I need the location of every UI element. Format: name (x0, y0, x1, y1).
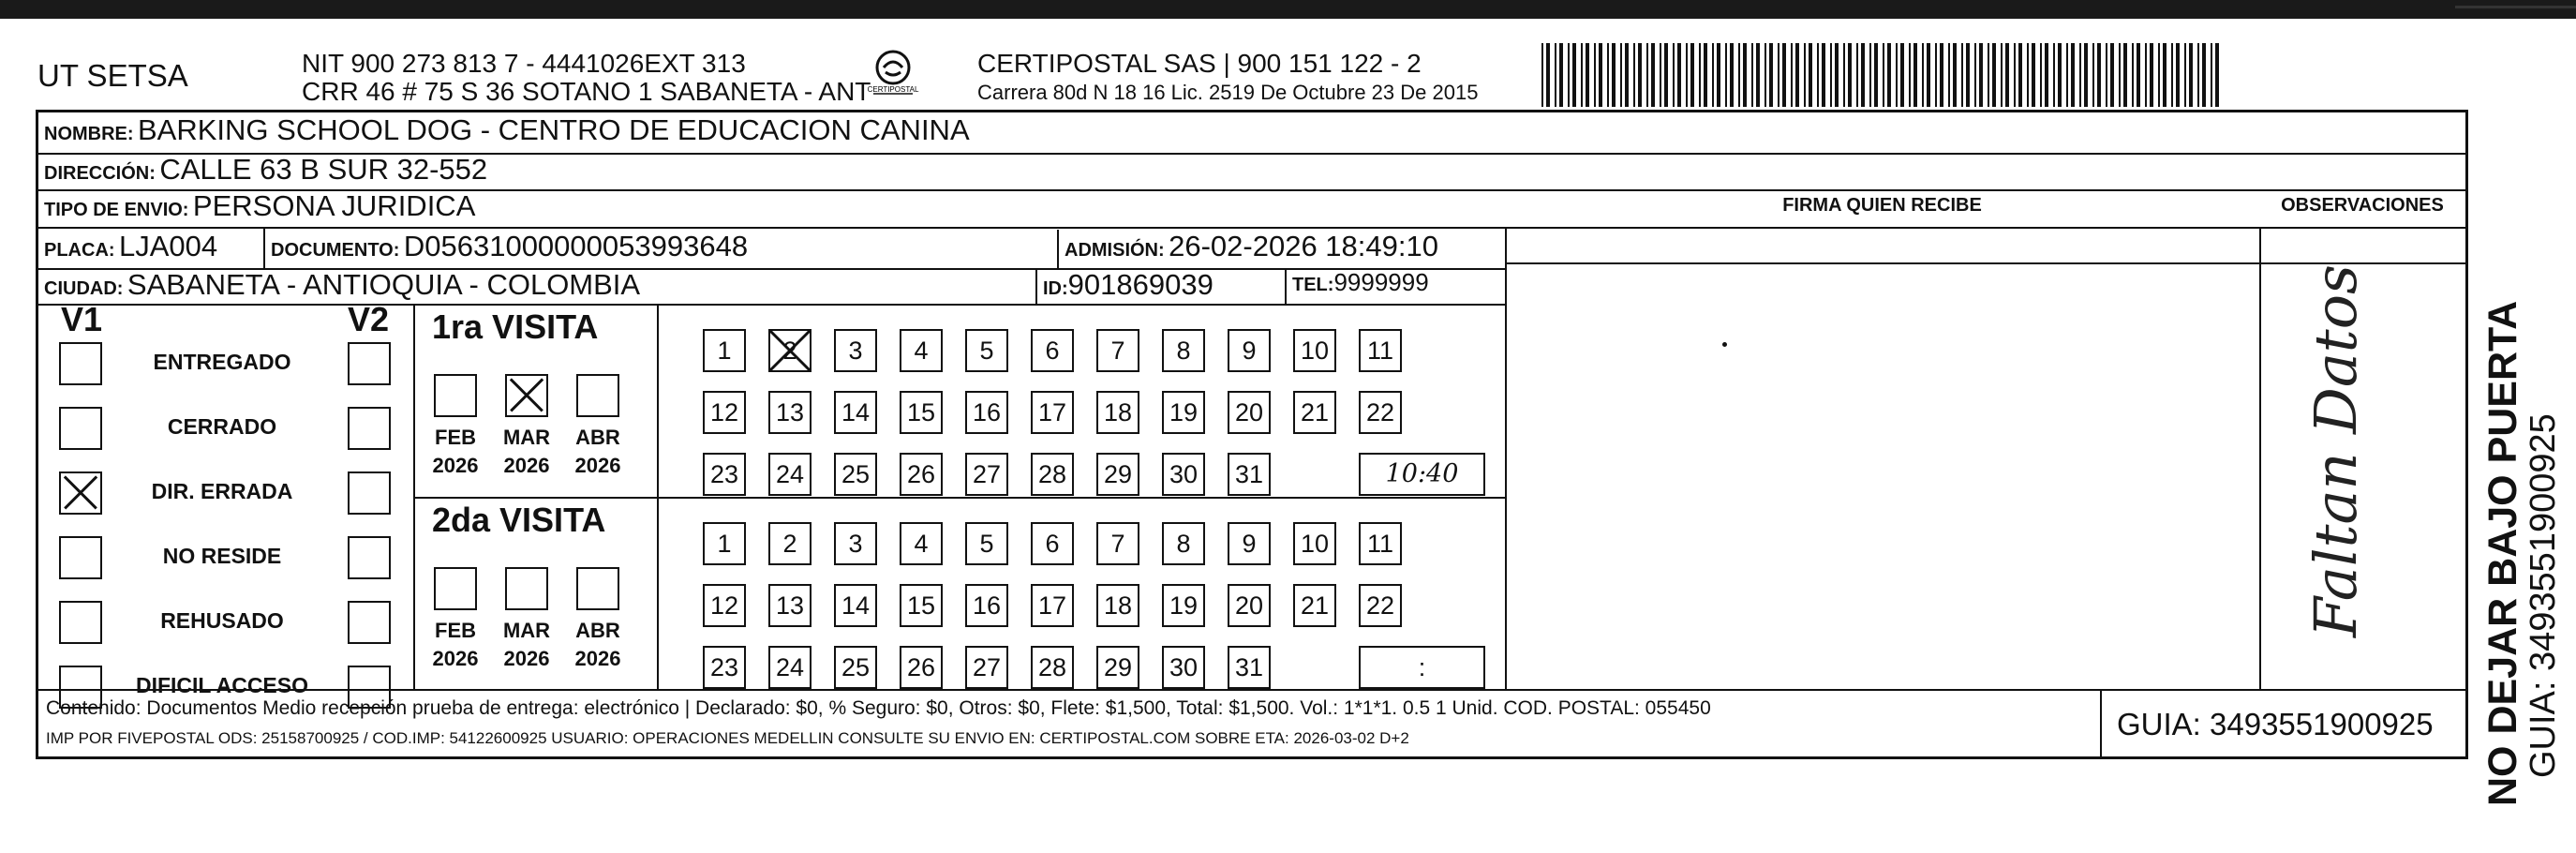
day-box[interactable]: 4 (900, 522, 943, 565)
day-box[interactable]: 19 (1162, 391, 1205, 434)
barcode-bar (1887, 43, 1891, 107)
barcode-bar (1607, 43, 1609, 107)
documento-label: DOCUMENTO: (271, 240, 400, 261)
day-box[interactable]: 21 (1293, 584, 1336, 627)
day-box[interactable]: 9 (1228, 329, 1271, 372)
barcode-bar (2145, 43, 2147, 107)
barcode-bar (2123, 43, 2127, 107)
day-box[interactable]: 8 (1162, 329, 1205, 372)
direccion-value: CALLE 63 B SUR 32-552 (159, 153, 488, 186)
svg-text:CERTIPOSTAL: CERTIPOSTAL (867, 85, 919, 94)
barcode-bar (1673, 43, 1675, 107)
barcode-bar (1979, 43, 1983, 107)
day-box[interactable]: 19 (1162, 584, 1205, 627)
day-box[interactable]: 18 (1096, 391, 1139, 434)
placa-label: PLACA: (44, 240, 115, 261)
day-box[interactable]: 30 (1162, 453, 1205, 496)
barcode-bar (1625, 43, 1629, 107)
month-year: 2026 (503, 454, 550, 477)
barcode-bar (1782, 43, 1786, 107)
barcode-bar (1830, 43, 1832, 107)
day-box[interactable]: 13 (768, 584, 812, 627)
month-year: 2026 (503, 647, 550, 670)
status-v2-checkbox[interactable] (348, 536, 391, 579)
day-box[interactable]: 10 (1293, 329, 1336, 372)
month-label (427, 617, 484, 673)
nit-line: NIT 900 273 813 7 - 4441026EXT 313 (302, 49, 746, 78)
day-box[interactable]: 27 (965, 453, 1008, 496)
day-box[interactable]: 7 (1096, 329, 1139, 372)
day-box[interactable]: 6 (1031, 522, 1074, 565)
barcode-bar (2027, 43, 2029, 107)
day-box[interactable]: 22 (1359, 391, 1402, 434)
barcode-bar (2106, 43, 2107, 107)
barcode-bar (1795, 43, 1799, 107)
month-checkbox[interactable] (505, 374, 548, 417)
tipo-envio-value: PERSONA JURIDICA (192, 189, 476, 222)
signature-dot (1722, 342, 1727, 347)
barcode-bar (1717, 43, 1720, 107)
barcode-bar (1638, 43, 1642, 107)
month-label (499, 617, 555, 673)
id-label: ID: (1043, 278, 1068, 299)
day-box[interactable]: 26 (900, 646, 943, 689)
barcode (1541, 43, 2226, 107)
status-v1-checkbox[interactable] (59, 536, 102, 579)
barcode-bar (1927, 43, 1930, 107)
observation-handwriting: Faltan Datos (2301, 264, 2370, 637)
barcode-bar (1804, 43, 1806, 107)
day-box[interactable]: 27 (965, 646, 1008, 689)
month-name: FEB (435, 426, 476, 449)
day-box[interactable]: 1 (703, 329, 746, 372)
barcode-bar (1646, 43, 1648, 107)
day-box[interactable]: 9 (1228, 522, 1271, 565)
day-box[interactable]: 11 (1359, 329, 1402, 372)
day-box[interactable]: 5 (965, 329, 1008, 372)
barcode-bar (1555, 43, 1556, 107)
day-box[interactable]: 23 (703, 646, 746, 689)
barcode-bar (2150, 43, 2153, 107)
day-box[interactable]: 24 (768, 453, 812, 496)
day-box[interactable]: 14 (834, 391, 877, 434)
nombre-label: NOMBRE: (44, 124, 134, 144)
footer-guia: GUIA: 3493551900925 (2117, 707, 2434, 741)
month-checkbox[interactable] (505, 567, 548, 610)
barcode-bar (2132, 43, 2134, 107)
day-box[interactable]: 23 (703, 453, 746, 496)
barcode-bar (1664, 43, 1668, 107)
tel-label: TEL: (1292, 275, 1334, 295)
month-name: ABR (575, 426, 620, 449)
barcode-bar (1992, 43, 1996, 107)
day-box[interactable]: 21 (1293, 391, 1336, 434)
top-right-rule (2455, 6, 2576, 8)
barcode-bar (1913, 43, 1917, 107)
barcode-bar (1809, 43, 1812, 107)
day-box[interactable]: 17 (1031, 391, 1074, 434)
barcode-bar (1764, 43, 1766, 107)
barcode-bar (1612, 43, 1616, 107)
barcode-bar (1909, 43, 1911, 107)
barcode-bar (1660, 43, 1661, 107)
placa-value: LJA004 (119, 230, 218, 262)
barcode-bar (2005, 43, 2009, 107)
visit-title: 1ra VISITA (432, 307, 599, 346)
month-checkbox[interactable] (576, 567, 619, 610)
barcode-bar (1856, 43, 1858, 107)
month-label (499, 424, 555, 480)
barcode-bar (1738, 43, 1740, 107)
barcode-bar (1843, 43, 1845, 107)
barcode-bar (1541, 43, 1543, 107)
barcode-bar (1822, 43, 1825, 107)
barcode-bar (1725, 43, 1727, 107)
admision-label: ADMISIÓN: (1065, 240, 1165, 261)
barcode-bar (1690, 43, 1694, 107)
barcode-bar (2066, 43, 2068, 107)
barcode-bar (1686, 43, 1688, 107)
visit-time-box[interactable]: 10:40 (1359, 453, 1485, 496)
barcode-bar (1712, 43, 1714, 107)
v2-label: V2 (348, 300, 390, 338)
id-value: 901869039 (1067, 268, 1214, 301)
barcode-bar (1769, 43, 1773, 107)
barcode-bar (2071, 43, 2075, 107)
visit-title: 2da VISITA (432, 501, 606, 539)
day-box[interactable]: 3 (834, 522, 877, 565)
barcode-bar (2014, 43, 2016, 107)
day-box[interactable]: 8 (1162, 522, 1205, 565)
no-dejar-bajo-puerta: NO DEJAR BAJO PUERTA (2480, 300, 2525, 806)
observaciones-label: OBSERVACIONES (2281, 195, 2444, 216)
barcode-bar (2163, 43, 2167, 107)
barcode-bar (2197, 43, 2199, 107)
barcode-bar (1699, 43, 1701, 107)
barcode-bar (1633, 43, 1635, 107)
barcode-bar (2018, 43, 2022, 107)
day-box[interactable]: 28 (1031, 453, 1074, 496)
v1-label: V1 (61, 300, 103, 338)
barcode-bar (1559, 43, 1563, 107)
month-label (427, 424, 484, 480)
month-label (570, 617, 626, 673)
barcode-bar (1948, 43, 1950, 107)
month-year: 2026 (574, 454, 621, 477)
day-box[interactable]: 12 (703, 391, 746, 434)
month-checkbox[interactable] (434, 567, 477, 610)
day-box[interactable]: 7 (1096, 522, 1139, 565)
barcode-bar (2058, 43, 2062, 107)
day-box[interactable]: 31 (1228, 453, 1271, 496)
barcode-bar (1953, 43, 1957, 107)
month-name: MAR (502, 619, 551, 642)
day-box[interactable]: 3 (834, 329, 877, 372)
certipostal-logo (860, 47, 926, 103)
barcode-bar (1751, 43, 1753, 107)
barcode-bar (2110, 43, 2114, 107)
barcode-bar (2158, 43, 2160, 107)
delivery-form (36, 110, 2468, 759)
day-box[interactable]: 6 (1031, 329, 1074, 372)
day-box[interactable]: 20 (1228, 391, 1271, 434)
status-v1-checkbox[interactable] (59, 471, 102, 515)
barcode-bar (2092, 43, 2094, 107)
barcode-bar (2137, 43, 2140, 107)
status-label: DIR. ERRADA (151, 479, 293, 503)
day-box-crossed[interactable]: 2 (768, 329, 812, 372)
day-box[interactable]: 15 (900, 391, 943, 434)
barcode-bar (2119, 43, 2121, 107)
barcode-bar (1900, 43, 1904, 107)
day-box[interactable]: 29 (1096, 453, 1139, 496)
barcode-bar (2079, 43, 2081, 107)
status-label: DIFICIL ACCESO (135, 673, 308, 697)
month-name: MAR (502, 426, 551, 449)
barcode-bar (1756, 43, 1760, 107)
day-box[interactable]: 4 (900, 329, 943, 372)
day-box[interactable]: 31 (1228, 646, 1271, 689)
day-box[interactable]: 16 (965, 584, 1008, 627)
barcode-bar (2084, 43, 2088, 107)
barcode-bar (2176, 43, 2180, 107)
month-year: 2026 (432, 647, 479, 670)
barcode-bar (1940, 43, 1943, 107)
firma-label: FIRMA QUIEN RECIBE (1782, 195, 1982, 216)
day-box[interactable]: 29 (1096, 646, 1139, 689)
day-box[interactable]: 11 (1359, 522, 1402, 565)
visit-time-box[interactable]: : (1359, 646, 1485, 689)
status-v2-checkbox[interactable] (348, 471, 391, 515)
day-box[interactable]: 16 (965, 391, 1008, 434)
day-box[interactable]: 13 (768, 391, 812, 434)
barcode-bar (1922, 43, 1924, 107)
month-year: 2026 (574, 647, 621, 670)
barcode-bar (1869, 43, 1871, 107)
barcode-bar (1620, 43, 1622, 107)
day-box[interactable]: 28 (1031, 646, 1074, 689)
barcode-bar (1599, 43, 1602, 107)
day-box[interactable]: 15 (900, 584, 943, 627)
day-box[interactable]: 17 (1031, 584, 1074, 627)
day-box[interactable]: 10 (1293, 522, 1336, 565)
barcode-bar (2097, 43, 2101, 107)
day-box[interactable]: 18 (1096, 584, 1139, 627)
day-box[interactable]: 24 (768, 646, 812, 689)
company-name: UT SETSA (37, 58, 188, 93)
address-line: CRR 46 # 75 S 36 SOTANO 1 SABANETA - ANT (302, 77, 871, 106)
day-box[interactable]: 12 (703, 584, 746, 627)
barcode-bar (1568, 43, 1570, 107)
barcode-bar (1835, 43, 1839, 107)
barcode-bar (1848, 43, 1852, 107)
tipo-envio-label: TIPO DE ENVIO: (44, 200, 189, 220)
ciudad-label: CIUDAD: (44, 278, 124, 299)
day-box[interactable]: 5 (965, 522, 1008, 565)
day-box[interactable]: 20 (1228, 584, 1271, 627)
barcode-bar (2184, 43, 2186, 107)
barcode-bar (1546, 43, 1550, 107)
nombre-value: BARKING SCHOOL DOG - CENTRO DE EDUCACION CANINA (138, 113, 970, 146)
status-v1-checkbox[interactable] (59, 407, 102, 450)
barcode-bar (2053, 43, 2055, 107)
month-checkbox[interactable] (434, 374, 477, 417)
day-box[interactable]: 26 (900, 453, 943, 496)
barcode-bar (2045, 43, 2048, 107)
barcode-bar (1572, 43, 1576, 107)
barcode-bar (1743, 43, 1747, 107)
day-box[interactable]: 1 (703, 522, 746, 565)
admision-value: 26-02-2026 18:49:10 (1169, 230, 1438, 262)
status-v1-checkbox[interactable] (59, 342, 102, 385)
ciudad-value: SABANETA - ANTIOQUIA - COLOMBIA (127, 268, 641, 301)
barcode-bar (1791, 43, 1793, 107)
barcode-bar (1586, 43, 1589, 107)
month-checkbox[interactable] (576, 374, 619, 417)
barcode-bar (1896, 43, 1898, 107)
barcode-bar (2189, 43, 2193, 107)
day-box[interactable]: 2 (768, 522, 812, 565)
barcode-bar (2171, 43, 2173, 107)
barcode-bar (1883, 43, 1884, 107)
status-v2-checkbox[interactable] (348, 407, 391, 450)
barcode-bar (2001, 43, 2003, 107)
barcode-bar (1730, 43, 1734, 107)
status-label: NO RESIDE (162, 544, 282, 568)
barcode-bar (2032, 43, 2035, 107)
documento-value: D056310000000539936​48 (403, 230, 749, 262)
barcode-bar (1874, 43, 1878, 107)
month-name: FEB (435, 619, 476, 642)
barcode-bar (1935, 43, 1937, 107)
day-box[interactable]: 25 (834, 646, 877, 689)
barcode-bar (1861, 43, 1865, 107)
barcode-bar (1677, 43, 1681, 107)
month-name: ABR (575, 619, 620, 642)
barcode-bar (1966, 43, 1970, 107)
day-box[interactable]: 25 (834, 453, 877, 496)
barcode-bar (1961, 43, 1963, 107)
barcode-bar (1778, 43, 1779, 107)
day-box[interactable]: 30 (1162, 646, 1205, 689)
barcode-bar (1594, 43, 1596, 107)
barcode-bar (1581, 43, 1583, 107)
footer-imp-line: IMP POR FIVEPOSTAL ODS: 25158700925 / COD.IMP: 54122600925 USUARIO: OPERACIONES MEDELLIN CONSULTE SU ENVIO EN: CERTIPOSTAL.COM SOBRE ETA: 2026-03-02 D+2 (46, 729, 1409, 747)
barcode-bar (1988, 43, 1989, 107)
side-guia: GUIA: 3493551900925 (2524, 413, 2563, 778)
status-label: ENTREGADO (153, 350, 291, 374)
direccion-label: DIRECCIÓN: (44, 163, 156, 184)
barcode-bar (2211, 43, 2212, 107)
status-v2-checkbox[interactable] (348, 342, 391, 385)
tel-value: 9999999 (1333, 268, 1429, 296)
status-v1-checkbox[interactable] (59, 601, 102, 644)
barcode-bar (2202, 43, 2206, 107)
barcode-bar (2215, 43, 2219, 107)
footer-contenido: Contenido: Documentos Medio recepción prueba de entrega: electrónico | Declarado: $0, % Seguro: $0, Otros: $0, Flete: $1,500, Total: $1,500. Vol.: 1*1*1. 0.5 1 Unid. COD. POSTAL: 055450 (46, 697, 1711, 719)
barcode-bar (2040, 43, 2042, 107)
top-black-bar (0, 0, 2576, 19)
status-label: REHUSADO (160, 608, 284, 633)
status-label: CERRADO (167, 414, 277, 439)
barcode-bar (1704, 43, 1707, 107)
day-box[interactable]: 14 (834, 584, 877, 627)
barcode-bar (1817, 43, 1819, 107)
certipostal-line: CERTIPOSTAL SAS | 900 151 122 - 2 (977, 49, 1422, 78)
month-label (570, 424, 626, 480)
barcode-bar (1974, 43, 1976, 107)
status-v2-checkbox[interactable] (348, 601, 391, 644)
month-year: 2026 (432, 454, 479, 477)
barcode-bar (1651, 43, 1655, 107)
license-line: Carrera 80d N 18 16 Lic. 2519 De Octubre 23 De 2015 (977, 81, 1479, 104)
day-box[interactable]: 22 (1359, 584, 1402, 627)
